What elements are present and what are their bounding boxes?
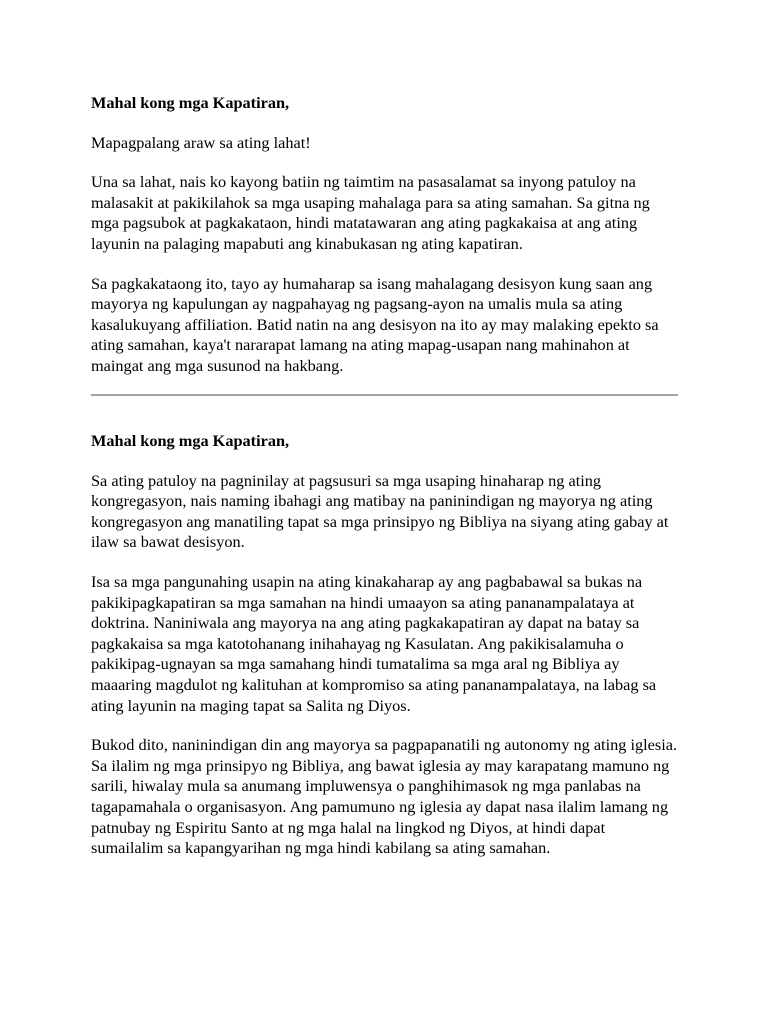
letter-one-salutation: Mahal kong mga Kapatiran, — [91, 93, 290, 112]
letter-one — [91, 93, 679, 396]
section-divider — [91, 394, 678, 396]
letter-one-greeting: Mapagpalang araw sa ating lahat! — [91, 132, 311, 152]
letter-two — [91, 431, 679, 878]
letter-two-paragraph-1: Sa ating patuloy na pagninilay at pagsusuri sa mga usaping hinaharap ng ating kongregasyon, nais naming ibahagi ang matibay na paninindigan ng mayorya ng ating kongregasyon ang manatiling tapat sa mga prinsipyo ng Bibliya na siyang ating gabay at ilaw sa bawat desisyon. — [91, 470, 669, 552]
letter-two-paragraph-2: Isa sa mga pangunahing usapin na ating kinakaharap ay ang pagbabawal sa bukas na pakikipagkapatiran sa mga samahan na hindi umaayon sa ating pananampalataya at doktrina. Naniniwala ang mayorya na ang ating pagkakapatiran ay dapat na batay sa pagkakaisa sa mga katotohanang inihahayag ng Kasulatan. Ang pakikisalamuha o pakikipag-ugnayan sa mga samahang hindi tumatalima sa mga aral ng Bibliya ay maaaring magdulot ng kalituhan at kompromiso sa ating pananampalataya, na labag sa ating layunin na maging tapat sa Salita ng Diyos. — [91, 571, 657, 715]
letter-two-salutation: Mahal kong mga Kapatiran, — [91, 431, 290, 450]
letter-two-paragraph-3: Bukod dito, naninindigan din ang mayorya sa pagpapanatili ng autonomy ng ating iglesia. Sa ilalim ng mga prinsipyo ng Bibliya, ang bawat iglesia ay may karapatang mamuno ng sarili, hiwalay mula sa anumang impluwensya o panghihimasok ng mga panlabas na tagapamahala o organisasyon. Ang pamumuno ng iglesia ay dapat nasa ilalim lamang ng patnubay ng Espiritu Santo at ng mga halal na lingkod ng Diyos, at hindi dapat sumailalim sa kapangyarihan ng mga hindi kabilang sa ating samahan. — [91, 735, 678, 858]
letter-one-paragraph-2: Sa pagkakataong ito, tayo ay humaharap sa isang mahalagang desisyon kung saan ang mayorya ng kapulungan ay nagpahayag ng pagsang-ayon na umalis mula sa ating kasalukuyang affiliation. Batid natin na ang desisyon na ito ay may malaking epekto sa ating samahan, kaya't nararapat lamang na ating mapag-usapan nang mahinahon at maingat ang mga susunod na hakbang. — [91, 273, 659, 375]
letter-one-paragraph-1: Una sa lahat, nais ko kayong batiin ng taimtim na pasasalamat sa inyong patuloy na malasakit at pakikilahok sa mga usaping mahalaga para sa ating samahan. Sa gitna ng mga pagsubok at pagkakataon, hindi matatawaran ang ating pagkakaisa at ang ating layunin na palaging mapabuti ang kinabukasan ng ating kapatiran. — [91, 172, 650, 253]
